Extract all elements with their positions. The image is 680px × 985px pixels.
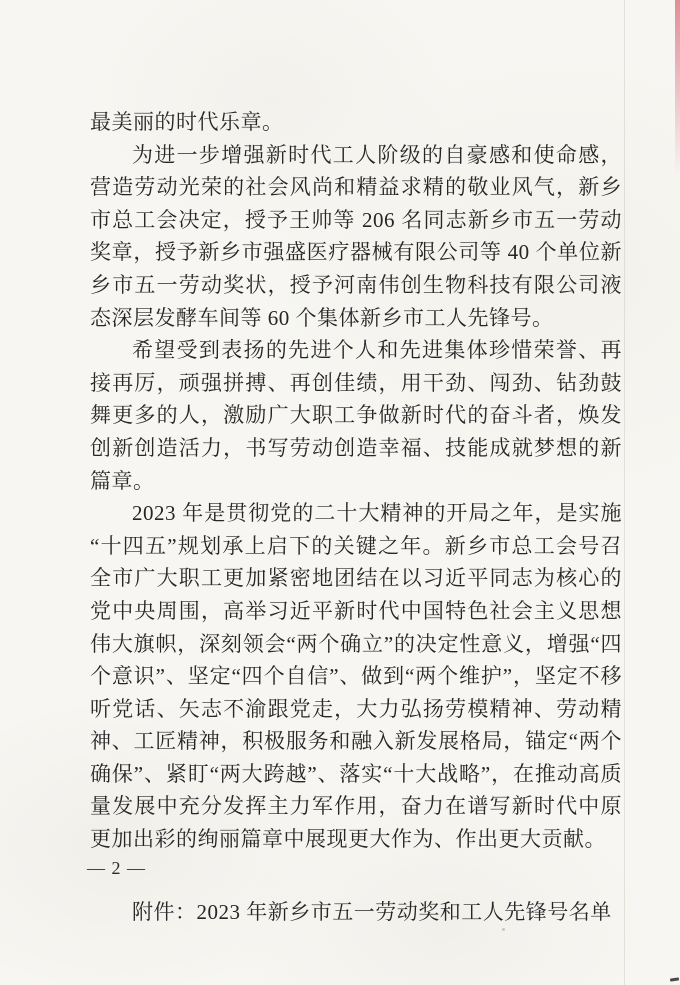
scan-edge-line xyxy=(624,0,625,985)
page-edge-red-tint xyxy=(675,0,680,175)
page-number: — 2 — xyxy=(87,858,146,878)
paragraph-call-to-action: 2023 年是贯彻党的二十大精神的开局之年，是实施“十四五”规划承上启下的关键之年。新乡市总工会号召全市广大职工更加紧密地团结在以习近平同志为核心的党中央周围，高举习近平新时代中国特色社会主义思想伟大旗帜，深刻领会“两个确立”的决定性意义，增强“四个意识”、坚定“四个自信”、做到“两个维护”，坚定不移听党话、矢志不渝跟党走，大力弘扬劳模精神、劳动精神、工匠精神，积极服务和融入新发展格局，锚定“两个确保”、紧盯“两大跨越”、落实“十大战略”，在推动高质量发展中充分发挥主力军作用，奋力在谱写新时代中原更加出彩的绚丽篇章中展现更大作为、作出更大贡献。 xyxy=(90,501,622,852)
scan-artifact-corner-mark xyxy=(670,977,679,981)
paragraph-continuation: 最美丽的时代乐章。 xyxy=(90,110,284,134)
document-body xyxy=(90,106,622,928)
paragraph-encouragement: 希望受到表扬的先进个人和先进集体珍惜荣誉、再接再厉，顽强拼搏、再创佳绩，用干劲、闯劲、钻劲鼓舞更多的人，激励广大职工争做新时代的奋斗者，焕发创新创造活力，书写劳动创造幸福、技能成就梦想的新篇章。 xyxy=(90,338,622,493)
scan-speck xyxy=(502,928,505,931)
paragraph-awards: 为进一步增强新时代工人阶级的自豪感和使命感，营造劳动光荣的社会风尚和精益求精的敬业风气，新乡市总工会决定，授予王帅等 206 名同志新乡市五一劳动奖章，授予新乡市强盛医疗器械有限公司等 40 个单位新乡市五一劳动奖状，授予河南伟创生物科技有限公司液态深层发酵车间等 60 个集体新乡市工人先锋号。 xyxy=(90,142,622,330)
attachment-line: 附件：2023 年新乡市五一劳动奖和工人先锋号名单 xyxy=(132,899,612,924)
